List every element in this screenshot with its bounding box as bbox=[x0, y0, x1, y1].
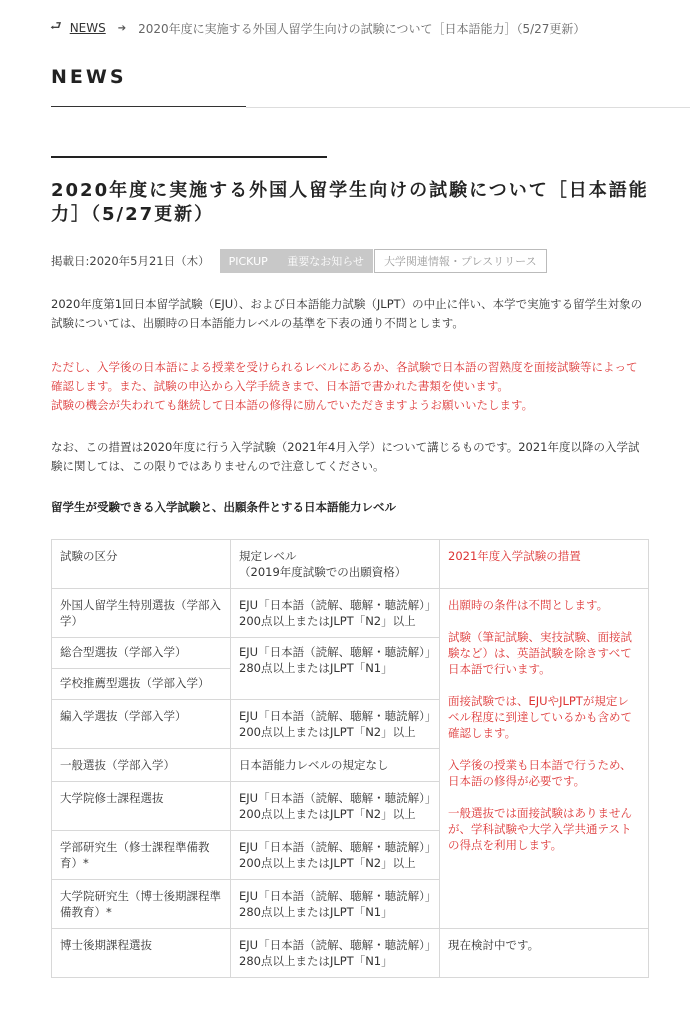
article-meta bbox=[51, 249, 547, 273]
breadcrumb bbox=[50, 17, 585, 39]
paragraph-notice: ただし、入学後の日本語による授業を受けられるレベルにあるか、各試験で日本語の習熟度を面接試験等によって確認します。また、試験の申込から入学手続きまで、日本語で書かれた書類を使います。 試験の機会が失われても継続して日本語の修得に励んでいただきますようお願いいたします。 bbox=[51, 360, 638, 412]
table-cell: 学部研究生（修士課程準備教育）* bbox=[52, 831, 231, 880]
breadcrumb-current: 2020年度に実施する外国人留学生向けの試験について［日本語能力］（5/27更新） bbox=[138, 21, 586, 36]
table-cell: 日本語能力レベルの規定なし bbox=[231, 749, 440, 782]
table-cell: 編入学選抜（学部入学） bbox=[52, 700, 231, 749]
table-cell: EJU「日本語（読解、聴解・聴読解）」200点以上またはJLPT「N2」以上 bbox=[231, 589, 440, 638]
measures-cell bbox=[440, 589, 649, 929]
paragraph-intro: 2020年度第1回日本留学試験（EJU）、および日本語能力試験（JLPT）の中止に伴い、本学で実施する留学生対象の試験については、出願時の日本語能力レベルの基準を下表の通り不問とします。 bbox=[51, 297, 643, 330]
measure-item: 出願時の条件は不問とします。 bbox=[448, 598, 609, 612]
paragraph-scope: なお、この措置は2020年度に行う入学試験（2021年4月入学）について講じるものです。2021年度以降の入学試験に関しては、この限りではありませんので注意してください。 bbox=[51, 440, 640, 473]
table-cell: EJU「日本語（読解、聴解・聴読解）」280点以上またはJLPT「N1」 bbox=[231, 929, 440, 978]
tag-press-release[interactable]: 大学関連情報・プレスリリース bbox=[374, 249, 547, 273]
table-cell: 一般選抜（学部入学） bbox=[52, 749, 231, 782]
table-cell: 学校推薦型選抜（学部入学） bbox=[52, 669, 231, 700]
table-row bbox=[52, 929, 649, 978]
table-cell: 大学院修士課程選抜 bbox=[52, 782, 231, 831]
publish-date: 掲載日:2020年5月21日（木） bbox=[51, 254, 210, 268]
measure-item: 一般選抜では面接試験はありませんが、学科試験や大学入学共通テストの得点を利用します。 bbox=[448, 806, 632, 852]
table-cell: EJU「日本語（読解、聴解・聴読解）」200点以上またはJLPT「N2」以上 bbox=[231, 782, 440, 831]
article-title-rule bbox=[51, 156, 327, 158]
breadcrumb-separator-icon: ➔ bbox=[117, 22, 127, 34]
table-cell: EJU「日本語（読解、聴解・聴読解）」280点以上またはJLPT「N1」 bbox=[231, 638, 440, 700]
breadcrumb-news-link[interactable]: NEWS bbox=[69, 21, 106, 35]
table-cell: 外国人留学生特別選抜（学部入学） bbox=[52, 589, 231, 638]
table-cell: 大学院研究生（博士後期課程準備教育）* bbox=[52, 880, 231, 929]
table-cell: EJU「日本語（読解、聴解・聴読解）」200点以上またはJLPT「N2」以上 bbox=[231, 700, 440, 749]
tag-group-filled bbox=[220, 249, 373, 273]
section-title-underline bbox=[51, 106, 246, 107]
table-header-cell: 試験の区分 bbox=[52, 540, 231, 589]
table-header-row bbox=[52, 540, 649, 589]
table-row bbox=[52, 589, 649, 638]
tag-pickup[interactable]: PICKUP bbox=[228, 255, 268, 268]
article-title: 2020年度に実施する外国人留学生向けの試験について［日本語能力］（5/27更新） bbox=[51, 180, 649, 225]
table-header-cell: 規定レベル （2019年度試験での出願資格） bbox=[231, 540, 440, 589]
tag-important-notice[interactable]: 重要なお知らせ bbox=[287, 255, 364, 268]
table-cell: 博士後期課程選抜 bbox=[52, 929, 231, 978]
measure-item: 試験（筆記試験、実技試験、面接試験など）は、英語試験を除きすべて日本語で行います。 bbox=[448, 630, 632, 676]
measure-item: 入学後の授業も日本語で行うため、日本語の修得が必要です。 bbox=[448, 758, 632, 788]
section-title: NEWS bbox=[51, 66, 127, 88]
measure-item: 面接試験では、EJUやJLPTが規定レベル程度に到達しているかも含めて確認します。 bbox=[448, 694, 632, 740]
return-arrow-icon: ⮐ bbox=[50, 19, 62, 34]
section-divider bbox=[246, 107, 690, 108]
table-cell: 現在検討中です。 bbox=[440, 929, 649, 978]
exam-table bbox=[51, 539, 649, 978]
table-cell: EJU「日本語（読解、聴解・聴読解）」200点以上またはJLPT「N2」以上 bbox=[231, 831, 440, 880]
table-heading: 留学生が受験できる入学試験と、出願条件とする日本語能力レベル bbox=[51, 500, 396, 514]
table-header-cell: 2021年度入学試験の措置 bbox=[440, 540, 649, 589]
table-cell: EJU「日本語（読解、聴解・聴読解）」280点以上またはJLPT「N1」 bbox=[231, 880, 440, 929]
table-cell: 総合型選抜（学部入学） bbox=[52, 638, 231, 669]
